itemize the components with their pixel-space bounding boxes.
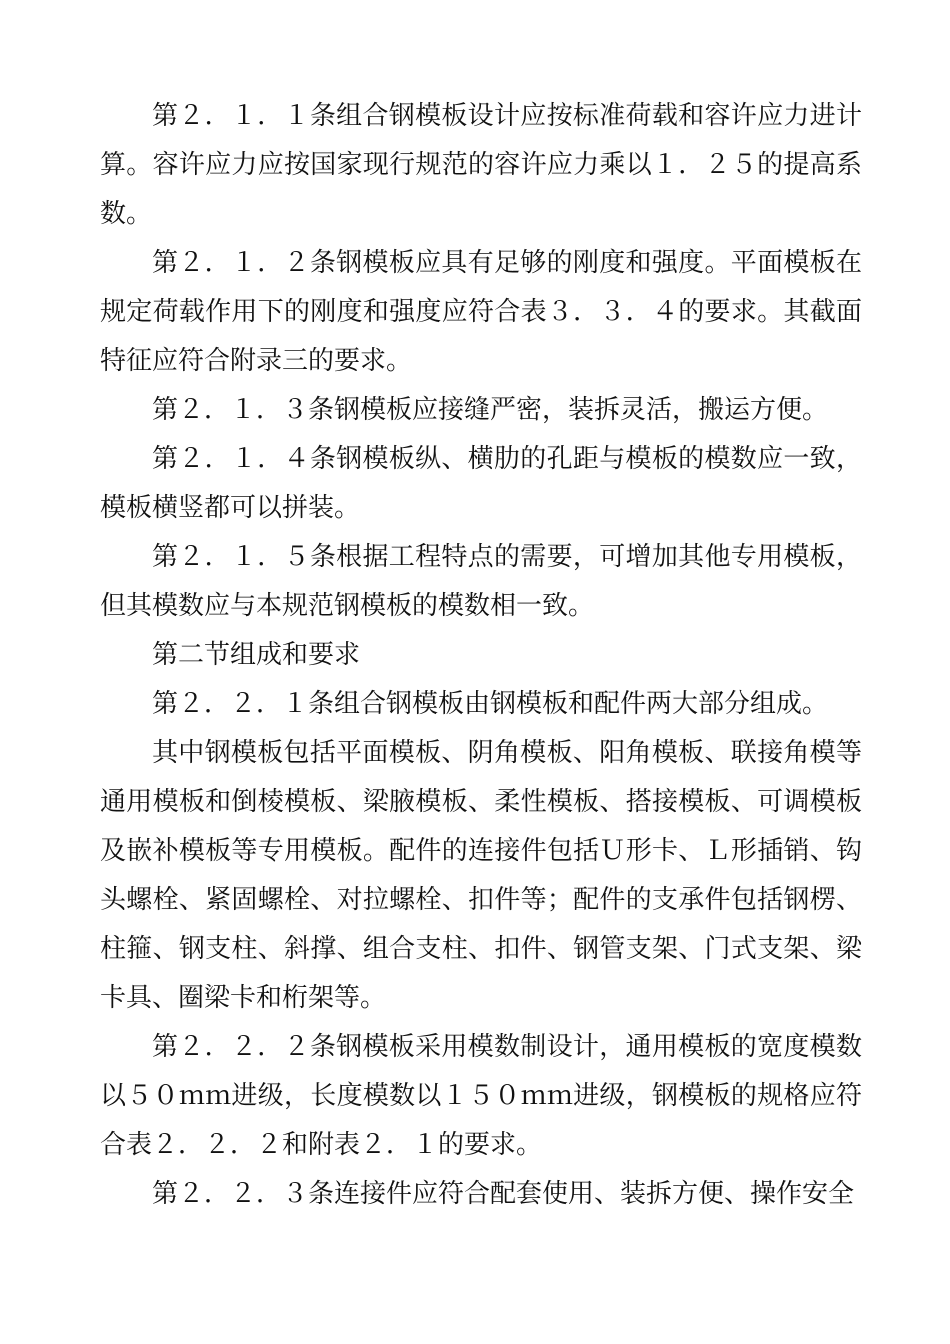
clause-2-2-3: 第２．２．３条连接件应符合配套使用、装拆方便、操作安全 bbox=[152, 1179, 855, 1209]
clause-2-2-1-detail: 其中钢模板包括平面模板、阴角模板、阳角模板、联接角模等通用模板和倒棱模板、梁腋模板、柔性模板、搭接模板、可调模板及嵌补模板等专用模板。配件的连接件包括Ｕ形卡、Ｌ形插销、钩头螺栓、紧固螺栓、对拉螺栓、扣件等；配件的支承件包括钢楞、柱箍、钢支柱、斜撑、组合支柱、扣件、钢管支架、门式支架、梁卡具、圈梁卡和桁架等。 bbox=[100, 738, 862, 1013]
clause-2-2-1: 第２．２．１条组合钢模板由钢模板和配件两大部分组成。 bbox=[152, 689, 829, 719]
clause-2-1-4: 第２．１．４条钢模板纵、横肋的孔距与模板的模数应一致，模板横竖都可以拼装。 bbox=[100, 444, 862, 523]
document-body bbox=[100, 92, 862, 1219]
clause-2-2-2: 第２．２．２条钢模板采用模数制设计，通用模板的宽度模数以５０ｍｍ进级，长度模数以１５０ｍｍ进级，钢模板的规格应符合表２．２．２和附表２．１的要求。 bbox=[100, 1032, 862, 1160]
clause-2-1-5: 第２．１．５条根据工程特点的需要，可增加其他专用模板，但其模数应与本规范钢模板的模数相一致。 bbox=[100, 542, 862, 621]
clause-2-1-1: 第２．１．１条组合钢模板设计应按标准荷载和容许应力进计算。容许应力应按国家现行规范的容许应力乘以１．２５的提高系数。 bbox=[100, 101, 862, 229]
clause-2-1-3: 第２．１．３条钢模板应接缝严密，装拆灵活，搬运方便。 bbox=[152, 395, 829, 425]
section-heading: 第二节组成和要求 bbox=[152, 640, 361, 670]
clause-2-1-2: 第２．１．２条钢模板应具有足够的刚度和强度。平面模板在规定荷载作用下的刚度和强度应符合表３．３．４的要求。其截面特征应符合附录三的要求。 bbox=[100, 248, 862, 376]
